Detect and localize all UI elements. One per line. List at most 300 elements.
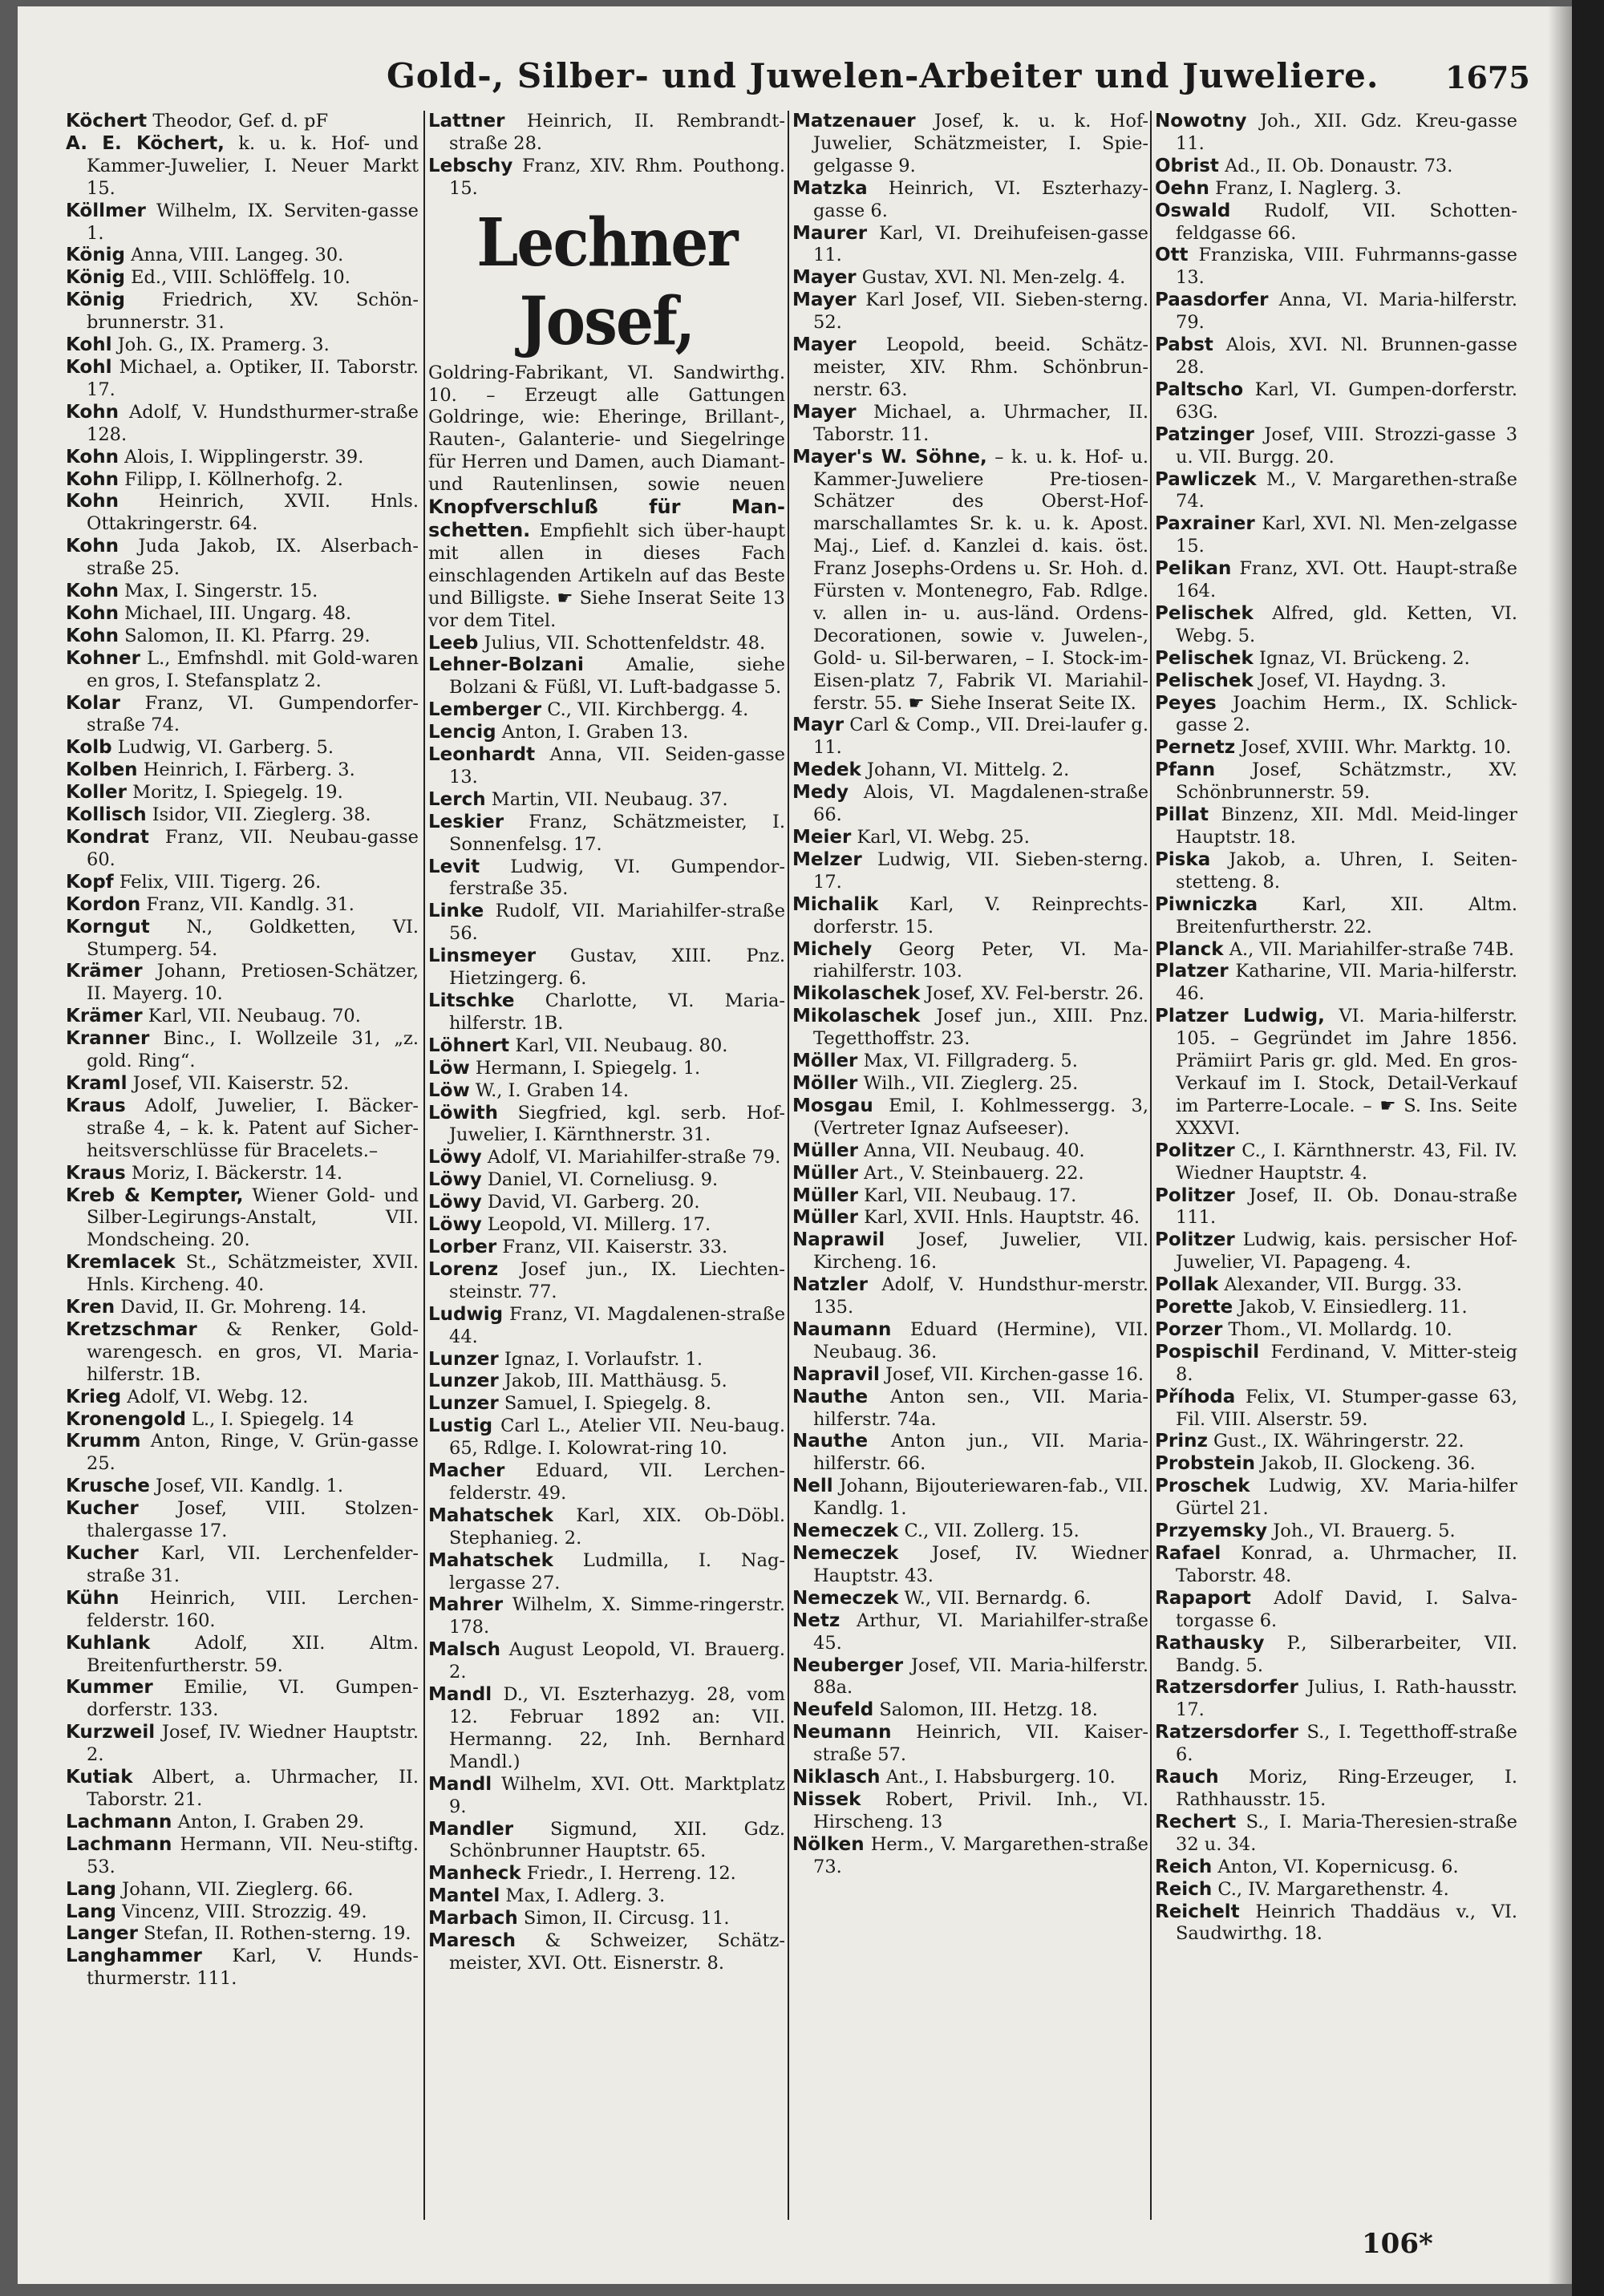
directory-entry	[428, 1214, 785, 1237]
entry-name: Nauthe	[792, 1386, 869, 1407]
ad-highlight: Knopfverschluß für Man-schetten.	[428, 496, 785, 541]
directory-entry	[66, 1722, 419, 1767]
entry-name: Kohn	[66, 536, 119, 557]
entry-name: Lachmann	[66, 1811, 172, 1832]
entry-details: Anna, VIII. Langeg. 30.	[131, 245, 344, 266]
entry-name: Kohn	[66, 446, 119, 468]
entry-name: Lunzer	[428, 1348, 499, 1370]
entry-name: Neuberger	[792, 1654, 904, 1676]
entry-details: Hermann, VII. Neu-stiftg. 53.	[87, 1833, 419, 1877]
entry-name: Nauthe	[792, 1431, 869, 1452]
directory-entry	[792, 1073, 1148, 1095]
directory-entry	[792, 334, 1148, 402]
entry-name: Kraus	[66, 1162, 126, 1184]
entry-details: Karl, VI. Webg. 25.	[857, 827, 1030, 848]
entry-details: Anna, VII. Seiden-gasse 13.	[449, 744, 785, 788]
entry-details: Ludwig, VI. Gumpendor-ferstraße 35.	[449, 856, 785, 900]
directory-entry	[1155, 1140, 1517, 1185]
entry-name: Kuhlank	[66, 1632, 151, 1654]
entry-details: Salomon, III. Hetzg. 18.	[879, 1699, 1098, 1721]
directory-entry	[792, 1140, 1148, 1163]
entry-details: Michael, a. Uhrmacher, II. Taborstr. 11.	[813, 401, 1148, 445]
directory-entry	[428, 1684, 785, 1774]
entry-details: Anton jun., VII. Maria-hilferstr. 66.	[813, 1431, 1148, 1475]
entry-name: Natzler	[792, 1274, 868, 1296]
directory-entry	[1155, 469, 1517, 514]
directory-entry	[792, 715, 1148, 759]
entry-name: Löwy	[428, 1214, 482, 1236]
directory-entry	[1155, 334, 1517, 379]
directory-entry	[792, 1543, 1148, 1588]
directory-entry	[792, 1476, 1148, 1521]
directory-entry	[792, 223, 1148, 268]
entry-name: Piwniczka	[1155, 893, 1258, 915]
entry-details: Salomon, II. Kl. Pfarrg. 29.	[124, 625, 371, 646]
entry-name: Maurer	[792, 222, 868, 244]
entry-details: Thom., VI. Mollardg. 10.	[1228, 1318, 1452, 1340]
entry-name: Nemeczek	[792, 1587, 899, 1609]
directory-entry	[792, 447, 1148, 715]
entry-name: Löw	[428, 1079, 470, 1101]
entry-details: Josef, II. Ob. Donau-straße 111.	[1176, 1184, 1517, 1229]
entry-details: A., VII. Mariahilfer-straße 74B.	[1229, 938, 1515, 960]
entry-details: Josef, Schätzmstr., XV. Schönbrunnerstr. 59.	[1176, 759, 1517, 804]
sheet-signature: 106*	[1362, 2228, 1433, 2260]
directory-entry	[66, 133, 419, 200]
directory-entry	[428, 1908, 785, 1930]
directory-entry	[428, 744, 785, 789]
directory-entry	[428, 1304, 785, 1349]
column-rule	[1150, 111, 1152, 2220]
directory-entry	[1155, 670, 1517, 693]
entry-details: Franz, VII. Kaiserstr. 33.	[502, 1236, 728, 1257]
entry-details: Adolf, XII. Altm. Breitenfurtherstr. 59.	[87, 1632, 419, 1676]
entry-details: & Schweizer, Schätz-meister, XVI. Ott. Eisnerstr. 8.	[449, 1930, 785, 1974]
entry-details: Johann, VII. Zieglerg. 66.	[122, 1878, 354, 1900]
entry-name: Löwy	[428, 1147, 482, 1168]
directory-entry	[792, 1006, 1148, 1051]
directory-entry	[792, 1319, 1148, 1364]
directory-entry	[792, 111, 1148, 178]
directory-entry	[66, 1812, 419, 1834]
directory-entry	[428, 1819, 785, 1864]
entry-details: Anna, VII. Neubaug. 40.	[864, 1140, 1085, 1161]
entry-name: Malsch	[428, 1639, 500, 1661]
entry-details: Daniel, VI. Corneliusg. 9.	[487, 1169, 719, 1191]
entry-details: Ludwig, XV. Maria-hilfer Gürtel 21.	[1176, 1476, 1517, 1520]
entry-details: Alois, I. Wipplingerstr. 39.	[124, 446, 364, 468]
entry-name: Lorber	[428, 1236, 497, 1257]
entry-name: Linke	[428, 901, 484, 922]
entry-name: Planck	[1155, 938, 1224, 960]
entry-name: Kren	[66, 1297, 115, 1318]
entry-details: Karl, VII. Neubaug. 17.	[864, 1184, 1077, 1206]
entry-details: Josef, VII. Kirchen-gasse 16.	[885, 1363, 1144, 1385]
entry-name: Köllmer	[66, 200, 146, 221]
entry-details: k. u. k. Hof- und Kammer-Juwelier, I. Neuer Markt 15.	[87, 132, 419, 199]
entry-details: Franz, XIV. Rhm. Pouthong. 15.	[449, 155, 785, 199]
directory-entry	[1155, 1185, 1517, 1230]
entry-name: Lang	[66, 1901, 117, 1922]
entry-details: S., I. Tegetthoff-straße 6.	[1176, 1722, 1517, 1766]
entry-details: C., IV. Margarethenstr. 4.	[1217, 1878, 1449, 1900]
entry-name: Mayr	[792, 715, 845, 736]
entry-details: L., I. Spiegelg. 14	[192, 1408, 354, 1430]
entry-details: Hermann, I. Spiegelg. 1.	[475, 1057, 701, 1079]
entry-details: Ludwig, kais. persischer Hof-Juwelier, VI. Papageng. 4.	[1176, 1229, 1517, 1274]
entry-name: Neufeld	[792, 1699, 874, 1721]
entry-details: Franz, XVI. Ott. Haupt-straße 164.	[1176, 558, 1517, 602]
entry-details: Art., V. Steinbauerg. 22.	[864, 1162, 1084, 1184]
entry-name: Pospischil	[1155, 1341, 1260, 1363]
directory-entry	[428, 1550, 785, 1595]
entry-details: N., Goldketten, VI. Stumperg. 54.	[87, 916, 419, 960]
entry-details: Georg Peter, VI. Ma-riahilferstr. 103.	[813, 938, 1148, 982]
directory-entry	[792, 1588, 1148, 1610]
directory-entry	[1155, 961, 1517, 1006]
entry-name: Lehner-Bolzani	[428, 654, 584, 676]
directory-entry	[1155, 1677, 1517, 1722]
entry-details: David, II. Gr. Mohreng. 14.	[120, 1297, 367, 1318]
directory-entry	[66, 1677, 419, 1722]
entry-details: Josef, VII. Maria-hilferstr. 88a.	[813, 1654, 1148, 1699]
entry-name: Krumm	[66, 1431, 141, 1452]
directory-entry	[66, 111, 419, 133]
entry-name: Reich	[1155, 1878, 1213, 1900]
entry-details: Adolf, V. Hundsthur-merstr. 135.	[813, 1274, 1148, 1318]
entry-details: Julius, VII. Schottenfeldstr. 48.	[484, 632, 766, 654]
directory-entry	[1155, 1431, 1517, 1453]
entry-details: Albert, a. Uhrmacher, II. Taborstr. 21.	[87, 1767, 419, 1810]
entry-details: Franz, VI. Magdalenen-straße 44.	[449, 1303, 785, 1347]
directory-entry	[66, 1431, 419, 1476]
entry-details: Rudolf, VII. Mariahilfer-straße 56.	[449, 901, 785, 945]
entry-details: Karl, VI. Gumpen-dorferstr. 63G.	[1176, 379, 1517, 423]
entry-details: Karl, VI. Dreihufeisen-gasse 11.	[813, 222, 1148, 266]
entry-name: Krusche	[66, 1476, 150, 1497]
directory-entry	[1155, 200, 1517, 245]
entry-name: Korngut	[66, 916, 150, 937]
entry-details: Karl Josef, VII. Sieben-sterng. 52.	[813, 290, 1148, 334]
entry-name: Löwy	[428, 1169, 482, 1191]
entry-name: Köchert	[66, 111, 148, 132]
entry-name: Kucher	[66, 1543, 139, 1564]
entry-details: Julius, I. Rath-hausstr. 17.	[1176, 1677, 1517, 1721]
entry-details: & Renker, Gold-warengesch. en gros, VI. Maria-hilferstr. 1B.	[87, 1318, 419, 1385]
entry-name: Langhammer	[66, 1946, 202, 1967]
entry-name: Kranner	[66, 1028, 150, 1050]
entry-details: Binc., I. Wollzeile 31, „z. gold. Ring“.	[87, 1028, 419, 1072]
entry-name: Mayer	[792, 401, 857, 423]
entry-name: Mikolaschek	[792, 983, 921, 1005]
entry-name: Koller	[66, 782, 127, 804]
entry-details: Ignaz, VI. Brückeng. 2.	[1258, 647, 1470, 669]
column-rule	[788, 111, 789, 2220]
entry-name: Mahatschek	[428, 1504, 553, 1526]
directory-entry	[66, 1543, 419, 1588]
entry-details: W., VII. Bernardg. 6.	[904, 1587, 1092, 1609]
entry-name: Kohn	[66, 491, 119, 512]
entry-name: Mantel	[428, 1885, 500, 1907]
entry-details: Anton, Ringe, V. Grün-gasse 25.	[87, 1431, 419, 1475]
column-rule	[423, 111, 425, 2220]
entry-details: Johann, VI. Mittelg. 2.	[867, 759, 1070, 781]
entry-name: Lorenz	[428, 1258, 499, 1280]
directory-entry	[792, 782, 1148, 827]
entry-name: Levit	[428, 856, 480, 877]
entry-name: A. E. Köchert,	[66, 132, 225, 154]
directory-entry	[428, 1774, 785, 1819]
entry-name: Platzer Ludwig,	[1155, 1006, 1325, 1027]
entry-name: Löw	[428, 1057, 470, 1079]
entry-name: Nölken	[792, 1833, 865, 1855]
entry-name: Kohl	[66, 356, 112, 378]
entry-name: Lustig	[428, 1415, 493, 1437]
entry-details: Samuel, I. Spiegelg. 8.	[504, 1393, 711, 1415]
directory-entry	[792, 1521, 1148, 1543]
entry-name: Kolar	[66, 692, 120, 714]
entry-details: Max, VI. Fillgraderg. 5.	[863, 1051, 1078, 1072]
directory-entry	[428, 1259, 785, 1304]
entry-details: Heinrich, VIII. Lerchen-felderstr. 160.	[87, 1587, 419, 1631]
directory-entry	[428, 1192, 785, 1214]
directory-entry	[66, 1095, 419, 1163]
entry-details: Felix, VIII. Tigerg. 26.	[119, 871, 322, 893]
entry-name: Pernetz	[1155, 737, 1236, 759]
entry-details: Moriz, Ring-Erzeuger, I. Rathhausstr. 15.	[1176, 1767, 1517, 1810]
directory-entry	[792, 1789, 1148, 1834]
entry-name: Lachmann	[66, 1833, 172, 1855]
entry-name: Manheck	[428, 1863, 521, 1885]
directory-entry	[792, 759, 1148, 782]
directory-entry	[66, 1297, 419, 1319]
directory-entry	[66, 693, 419, 738]
entry-name: Möller	[792, 1072, 858, 1094]
directory-entry	[1155, 648, 1517, 670]
entry-details: Anton sen., VII. Maria-hilferstr. 74a.	[813, 1386, 1148, 1430]
entry-details: Heinrich Thaddäus v., VI. Saudwirthg. 18.	[1176, 1901, 1517, 1945]
entry-name: Mosgau	[792, 1095, 873, 1116]
entry-details: Leopold, beeid. Schätz-meister, XIV. Rhm. Schönbrun-nerstr. 63.	[813, 334, 1148, 400]
directory-entry	[428, 1415, 785, 1460]
entry-name: Oehn	[1155, 177, 1209, 199]
entry-name: Löhnert	[428, 1035, 510, 1056]
entry-name: Kraml	[66, 1072, 128, 1094]
entry-details: Josef, k. u. k. Hof-Juwelier, Schätzmeister, I. Spie-gelgasse 9.	[813, 111, 1148, 176]
page-edge-shadow	[1572, 0, 1604, 2296]
entry-details: Jakob, II. Glockeng. 36.	[1261, 1453, 1476, 1475]
directory-entry	[66, 961, 419, 1006]
ad-text-2: Empfiehlt sich über-haupt mit allen in dieses Fach einschlagenden Artikeln auf das Beste und Billigste. ☛ Siehe Inserat Seite 13 vor dem Titel.	[428, 520, 785, 631]
entry-details: M., V. Margarethen-straße 74.	[1176, 468, 1517, 512]
entry-name: Mayer's W. Söhne,	[792, 446, 987, 468]
entry-name: Mandler	[428, 1818, 514, 1840]
entry-name: Przyemsky	[1155, 1521, 1268, 1542]
entry-name: Marbach	[428, 1908, 518, 1930]
entry-details: Adolf, VI. Webg. 12.	[127, 1386, 309, 1407]
entry-details: Carl & Comp., VII. Drei-laufer g. 11.	[813, 715, 1148, 759]
directory-entry	[792, 267, 1148, 290]
directory-entry	[792, 1431, 1148, 1476]
entry-name: Ratzersdorfer	[1155, 1722, 1298, 1743]
directory-entry	[1155, 1342, 1517, 1387]
entry-details: Karl, XII. Altm. Breitenfurtherstr. 22.	[1176, 893, 1517, 937]
directory-entry	[1155, 379, 1517, 424]
directory-entry	[66, 1319, 419, 1387]
entry-name: Kopf	[66, 871, 114, 893]
directory-entry	[1155, 1812, 1517, 1857]
directory-entry	[1155, 1476, 1517, 1521]
entry-details: Karl, V. Reinprechts-dorferstr. 15.	[813, 893, 1148, 937]
directory-entry	[792, 983, 1148, 1006]
directory-entry	[66, 200, 419, 245]
entry-name: Nissek	[792, 1788, 861, 1810]
directory-entry	[66, 1879, 419, 1901]
entry-details: Karl, XIX. Ob-Döbl. Stephanieg. 2.	[449, 1504, 785, 1549]
entry-name: Medek	[792, 759, 861, 781]
directory-entry	[792, 849, 1148, 894]
entry-name: Kohn	[66, 468, 119, 490]
entry-details: Simon, II. Circusg. 11.	[523, 1908, 730, 1930]
entry-name: Rapaport	[1155, 1587, 1251, 1609]
directory-entry	[428, 946, 785, 990]
directory-entry	[66, 1901, 419, 1924]
directory-entry	[1155, 1588, 1517, 1633]
directory-entry	[428, 1035, 785, 1058]
directory-entry	[792, 1274, 1148, 1319]
directory-entry	[428, 812, 785, 856]
entry-details: Josef, VIII. Strozzi-gasse 3 u. VII. Burgg. 20.	[1176, 423, 1517, 468]
directory-entry	[792, 894, 1148, 939]
entry-details: Eduard (Hermine), VII. Neubaug. 36.	[813, 1318, 1148, 1363]
entry-name: Prinz	[1155, 1431, 1208, 1452]
directory-entry	[66, 1185, 419, 1253]
entry-details: Eduard, VII. Lerchen-felderstr. 49.	[449, 1460, 785, 1504]
entry-name: Obrist	[1155, 155, 1219, 176]
entry-details: Heinrich, XVII. Hnls. Ottakringerstr. 64.	[87, 491, 419, 535]
entry-name: Leeb	[428, 632, 479, 654]
directory-entry	[428, 1237, 785, 1259]
directory-entry	[66, 290, 419, 334]
directory-entry	[1155, 1543, 1517, 1588]
entry-name: Michely	[792, 938, 873, 960]
entry-name: Lang	[66, 1878, 117, 1900]
entry-name: Maresch	[428, 1930, 516, 1952]
directory-entry	[66, 917, 419, 962]
entry-name: Kordon	[66, 893, 141, 915]
directory-entry	[66, 1252, 419, 1297]
entry-name: Kreb & Kempter,	[66, 1184, 244, 1206]
directory-entry	[1155, 1521, 1517, 1543]
directory-entry	[66, 402, 419, 447]
entry-name: Kolb	[66, 737, 112, 759]
entry-name: Politzer	[1155, 1229, 1235, 1251]
directory-entry	[792, 1722, 1148, 1767]
entry-name: Kohn	[66, 401, 119, 423]
entry-details: Franziska, VIII. Fuhrmanns-gasse 13.	[1176, 245, 1517, 289]
entry-details: Martin, VII. Neubaug. 37.	[491, 788, 728, 810]
directory-entry	[428, 1103, 785, 1148]
entry-details: Josef jun., XIII. Pnz. Tegetthoffstr. 23.	[813, 1006, 1148, 1050]
directory-entry	[66, 334, 419, 357]
entry-name: Ratzersdorfer	[1155, 1677, 1298, 1699]
directory-entry	[66, 804, 419, 827]
entry-details: Josef, VIII. Stolzen-thalergasse 17.	[87, 1498, 419, 1542]
entry-details: Ant., I. Habsburgerg. 10.	[885, 1767, 1116, 1788]
entry-details: Ad., II. Ob. Donaustr. 73.	[1225, 155, 1453, 176]
entry-name: Rechert	[1155, 1811, 1237, 1832]
entry-name: Müller	[792, 1162, 858, 1184]
directory-entry	[1155, 558, 1517, 603]
entry-name: Netz	[792, 1610, 840, 1631]
directory-entry	[66, 1923, 419, 1946]
entry-name: Patzinger	[1155, 423, 1254, 445]
entry-details: Sigmund, XII. Gdz. Schönbrunner Hauptstr. 65.	[449, 1818, 785, 1862]
entry-details: Alfred, gld. Ketten, VI. Webg. 5.	[1176, 602, 1517, 646]
entry-details: Vincenz, VIII. Strozzig. 49.	[122, 1901, 367, 1922]
running-title: Gold-, Silber- und Juwelen-Arbeiter und Juweliere.	[387, 56, 1379, 95]
directory-entry	[66, 759, 419, 782]
directory-entry	[66, 357, 419, 402]
directory-entry	[428, 1371, 785, 1393]
entry-details: Joh. G., IX. Pramerg. 3.	[117, 334, 330, 356]
entry-name: Leskier	[428, 811, 504, 832]
entry-details: Josef, VI. Haydng. 3.	[1258, 670, 1447, 691]
directory-entry	[1155, 894, 1517, 939]
directory-entry	[792, 1051, 1148, 1073]
entry-name: Rauch	[1155, 1767, 1219, 1788]
directory-entry	[1155, 1901, 1517, 1946]
entry-details: Alois, VI. Magdalenen-straße 66.	[813, 782, 1148, 826]
entry-details: Alois, XVI. Nl. Brunnen-gasse 28.	[1176, 334, 1517, 378]
directory-entry	[1155, 1387, 1517, 1431]
entry-name: Mahatschek	[428, 1549, 553, 1571]
entry-details: Karl, XVII. Hnls. Hauptstr. 46.	[864, 1207, 1140, 1229]
directory-entry	[1155, 939, 1517, 962]
directory-entry	[428, 1147, 785, 1169]
directory-entry	[792, 290, 1148, 334]
directory-entry	[428, 654, 785, 699]
entry-name: Pfann	[1155, 759, 1216, 781]
directory-entry	[1155, 424, 1517, 469]
directory-entry	[1155, 1229, 1517, 1274]
directory-entry	[1155, 804, 1517, 849]
entry-name: Pollak	[1155, 1274, 1219, 1296]
directory-entry	[428, 1930, 785, 1975]
directory-entry	[792, 1655, 1148, 1700]
directory-entry	[66, 469, 419, 492]
entry-details: Wilh., VII. Zieglerg. 25.	[863, 1072, 1079, 1094]
entry-details: August Leopold, VI. Brauerg. 2.	[449, 1639, 785, 1683]
directory-entry	[428, 1169, 785, 1192]
entry-name: Ludwig	[428, 1303, 504, 1325]
directory-entry	[792, 1095, 1148, 1140]
directory-entry	[1155, 1297, 1517, 1319]
directory-entry	[1155, 849, 1517, 894]
entry-details: Joh., XII. Gdz. Kreu-gasse 11.	[1176, 111, 1517, 154]
entry-details: C., I. Kärnthnerstr. 43, Fil. IV. Wiedner Hauptstr. 4.	[1176, 1140, 1517, 1184]
column-1	[66, 111, 419, 2228]
entry-details: Juda Jakob, IX. Alserbach-straße 25.	[87, 536, 419, 580]
entry-name: Kronengold	[66, 1408, 186, 1430]
entry-name: Proschek	[1155, 1476, 1250, 1497]
entry-details: Gust., IX. Währingerstr. 22.	[1213, 1431, 1464, 1452]
directory-entry	[428, 1460, 785, 1505]
entry-name: König	[66, 245, 125, 266]
entry-name: Lattner	[428, 111, 505, 132]
entry-details: Alexander, VII. Burgg. 33.	[1224, 1274, 1463, 1296]
entry-details: Heinrich, I. Färberg. 3.	[143, 759, 355, 781]
